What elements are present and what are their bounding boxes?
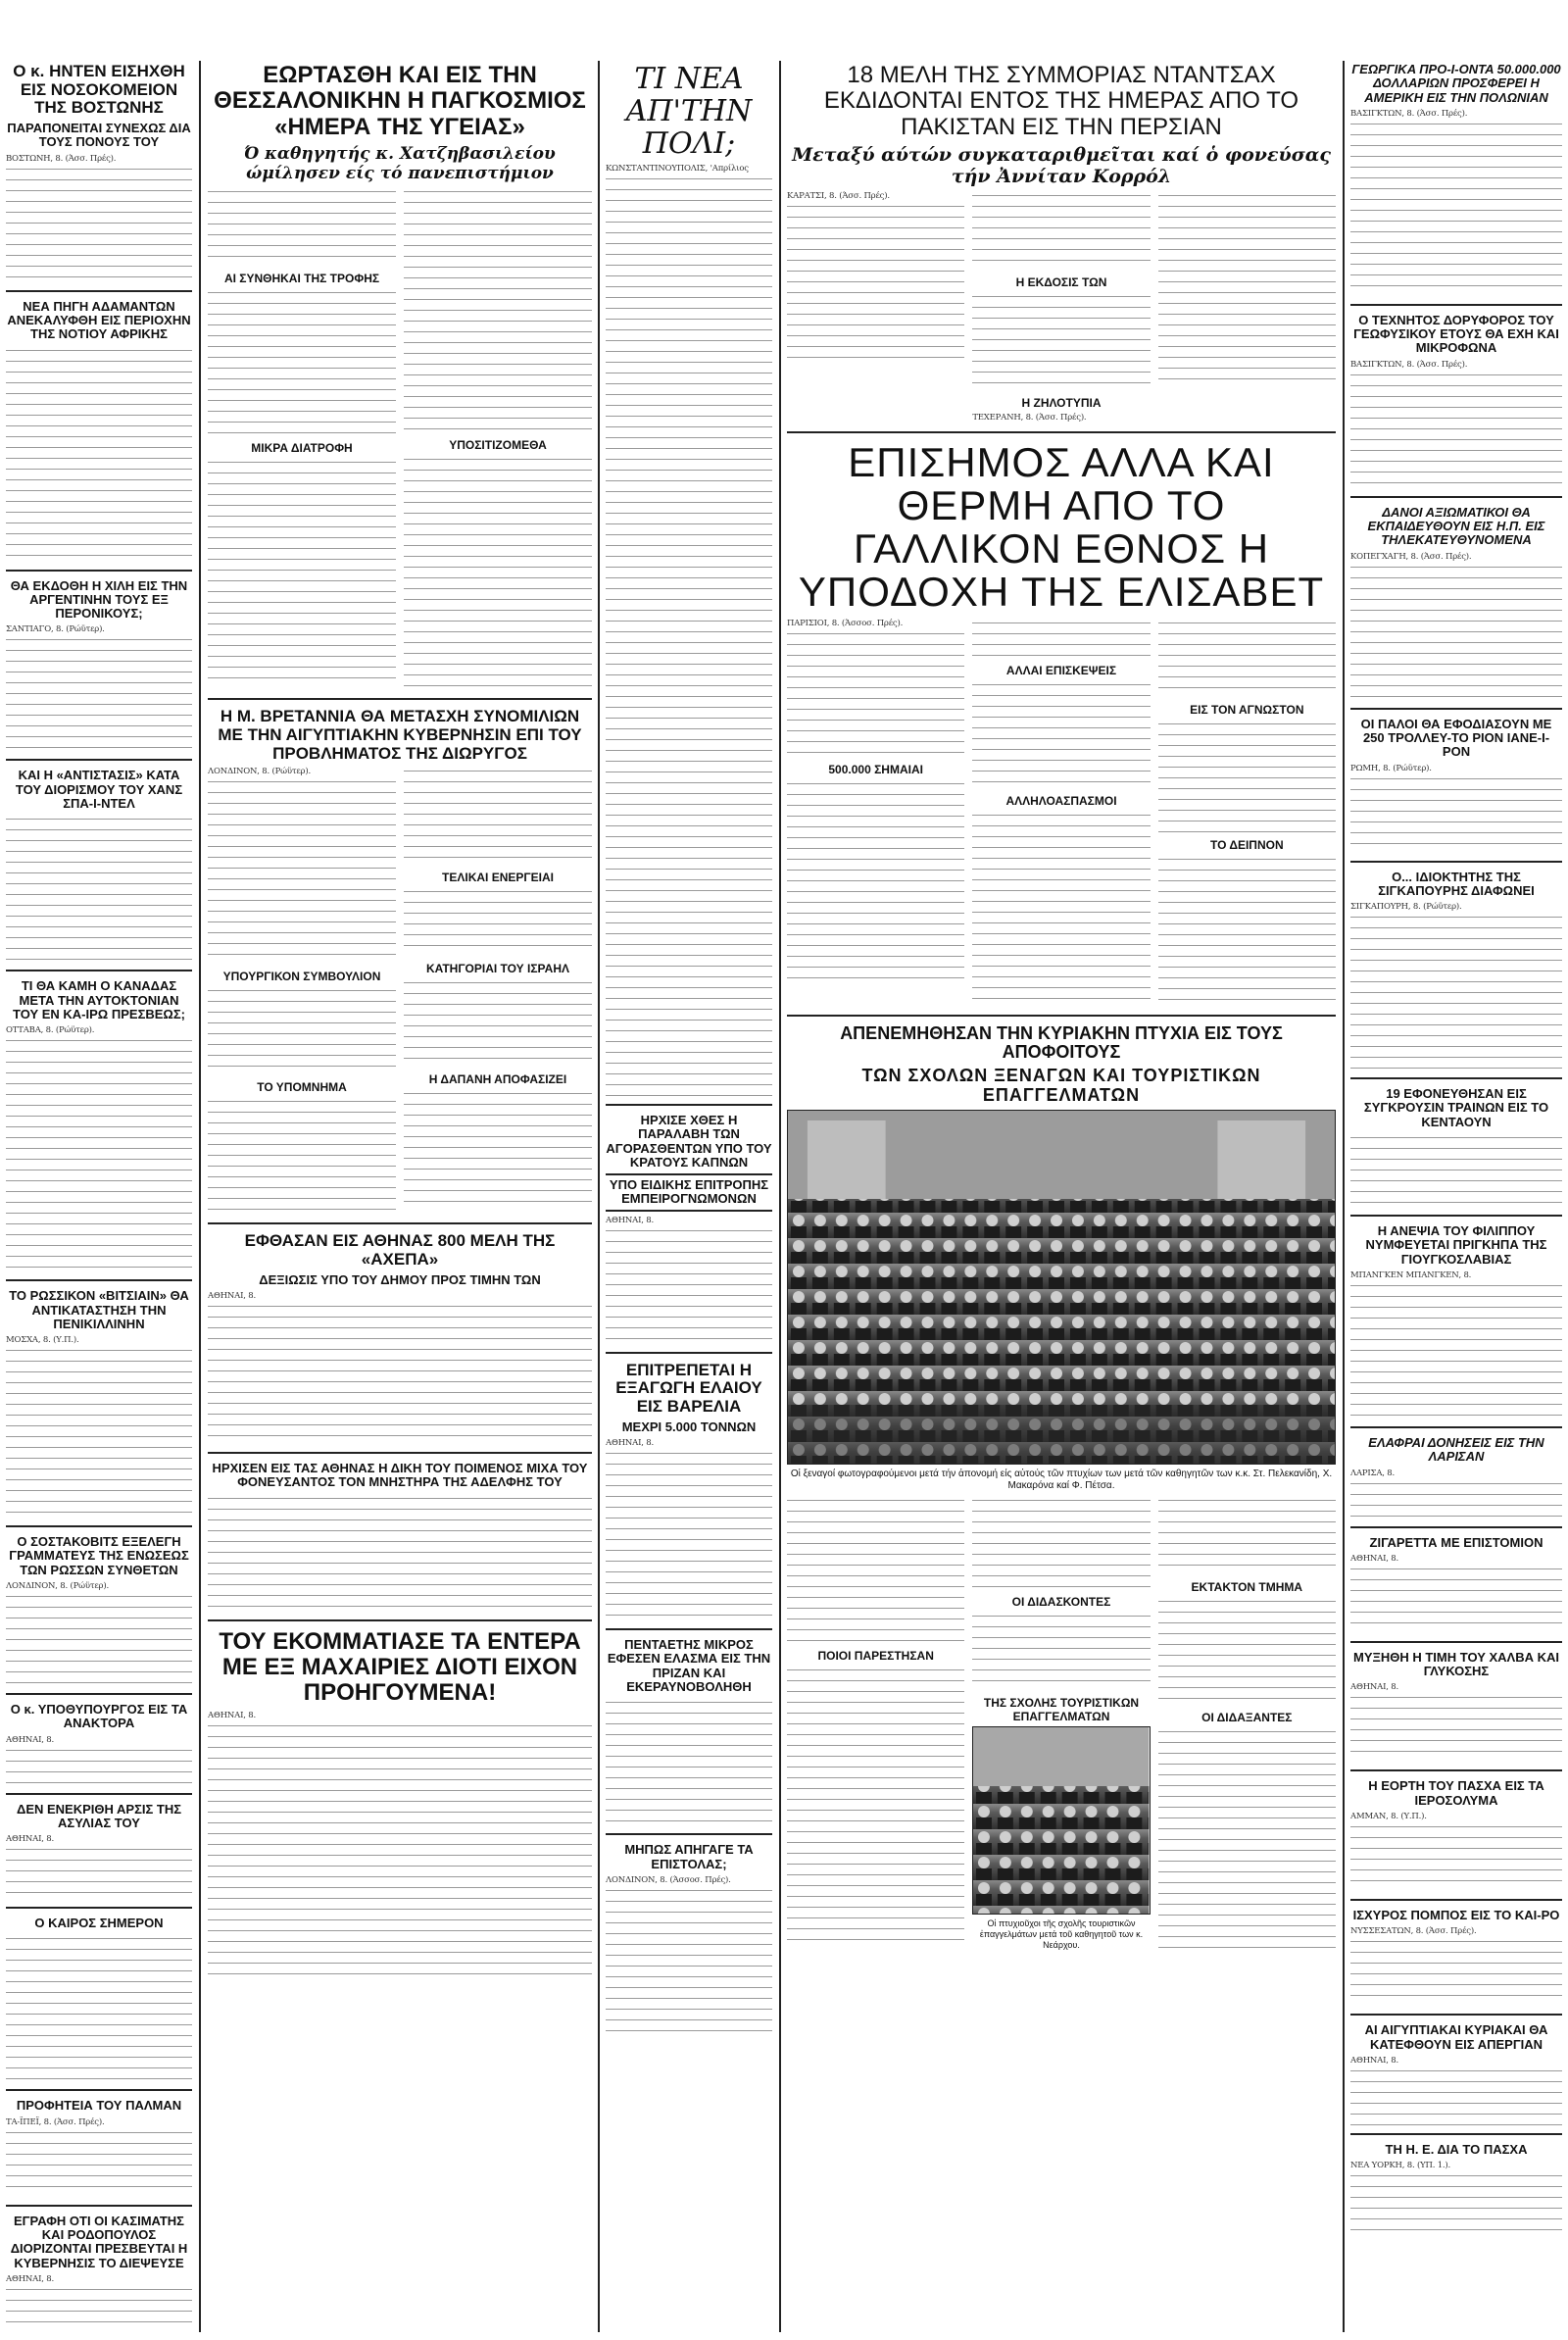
section-heading: Η ΖΗΛΟΤΥΠΙΑ (1021, 396, 1102, 411)
column-2 (208, 61, 592, 2332)
graduates-photo (972, 1726, 1150, 1915)
dateline: ΑΘΗΝΑΙ, 8. (606, 1215, 654, 1225)
body-text (208, 288, 396, 435)
body-text (208, 458, 396, 683)
body-text (1350, 371, 1562, 488)
body-text (1350, 1822, 1562, 1891)
kicker-headline: ΤΙ ΝΕΑ ΑΠ'ΤΗΝ ΠΟΛΙ; (625, 62, 753, 161)
headline: ΙΣΧΥΡΟΣ ΠΟΜΠΟΣ ΕΙΣ ΤΟ ΚΑΙ-ΡΟ (1352, 1908, 1560, 1923)
body-text (404, 978, 592, 1067)
body-text (1158, 1727, 1336, 1953)
column-rule (598, 61, 600, 2332)
article-weather (6, 1915, 192, 2081)
dateline: ΛΟΝΔΙΝΟΝ, 8. (Ρώϋτερ). (208, 767, 311, 777)
group-photo (787, 1110, 1336, 1465)
column-rule (199, 61, 201, 2332)
body-text (1350, 774, 1562, 853)
article-cigarettes (1350, 1534, 1562, 1633)
headline: ΤΗ Η. Ε. ΔΙΑ ΤΟ ΠΑΣΧΑ (1385, 2141, 1528, 2157)
body-text (6, 1346, 192, 1518)
headline: ΓΕΩΡΓΙΚΑ ΠΡΟ-Ι-ΟΝΤΑ 50.000.000 ΔΟΛΛΑΡΙΩΝ ΠΡΟΣΦΕΡΕΙ Η ΑΜΕΡΙΚΗ ΕΙΣ ΤΗΝ ΠΟΛΩΝΙΑΝ (1351, 62, 1561, 105)
section-heading: ΤΟ ΔΕΙΠΝΟΝ (1210, 837, 1284, 852)
body-text (606, 1886, 772, 2033)
body-text (606, 174, 772, 1096)
dateline: ΚΩΝΣΤΑΝΤΙΝΟΥΠΟΛΙΣ, 'Απρίλιος (606, 164, 749, 174)
article-knife (208, 1627, 592, 1976)
article-eden (6, 61, 192, 282)
headline: Ο κ. ΥΠΟΘΥΠΟΥΡΓΟΣ ΕΙΣ ΤΑ ΑΝΑΚΤΟΡΑ (10, 1702, 188, 1731)
article-ahepa (208, 1230, 592, 1444)
body-text (606, 1226, 772, 1344)
dateline: ΠΑΡΙΣΙΟΙ, 8. (Άσσοσ. Πρές). (787, 618, 904, 628)
headline: ΗΡΧΙΣΕ ΧΘΕΣ Η ΠΑΡΑΛΑΒΗ ΤΩΝ ΑΓΟΡΑΣΘΕΝΤΩΝ ΥΠΟ ΤΟΥ ΚΡΑΤΟΥΣ ΚΑΠΝΩΝ (606, 1113, 772, 1170)
headline: Ο... ΙΔΙΟΚΤΗΤΗΣ ΤΗΣ ΣΙΓΚΑΠΟΥΡΗΣ ΔΙΑΦΩΝΕΙ (1378, 869, 1535, 898)
body-text (972, 292, 1150, 390)
headline: Η ΑΝΕΨΙΑ ΤΟΥ ΦΙΛΙΠΠΟΥ ΝΥΜΦΕΥΕΤΑΙ ΠΡΙΓΚΗΠΑ ΤΗΣ ΓΙΟΥΓΚΟΣΛΑΒΙΑΣ (1365, 1223, 1547, 1267)
dateline: ΑΘΗΝΑΙ, 8. (6, 1734, 54, 1745)
headline: Ο ΣΟΣΤΑΚΟΒΙΤΣ ΕΞΕΛΕΓΗ ΓΡΑΜΜΑΤΕΥΣ ΤΗΣ ΕΝΩΣΕΩΣ ΤΩΝ ΡΩΣΣΩΝ ΣΥΝΘΕΤΩΝ (9, 1534, 189, 1577)
article-diamonds (6, 298, 192, 562)
article-shostakovich (6, 1533, 192, 1685)
headline: ΠΡΟΦΗΤΕΙΑ ΤΟΥ ΠΑΛΜΑΝ (16, 2098, 182, 2114)
body-text (404, 887, 592, 956)
column-4-5 (787, 61, 1336, 2332)
dateline: ΤΑ-ΪΠΕΪ, 8. (Άσσ. Πρές). (6, 2116, 105, 2127)
subheadline: ΠΑΡΑΠΟΝΕΙΤΑΙ ΣΥΝΕΧΩΣ ΔΙΑ ΤΟΥΣ ΠΟΝΟΥΣ ΤΟΥ (7, 121, 191, 150)
body-text (972, 619, 1150, 658)
article-trolleys (1350, 716, 1562, 853)
headline: ΘΑ ΕΚΔΟΘΗ Η ΧΙΛΗ ΕΙΣ ΤΗΝ ΑΡΓΕΝΤΙΝΗΝ ΤΟΥΣ ΕΞ ΠΕΡΟΝΙΚΟΥΣ; (10, 577, 188, 622)
body-text (1350, 1565, 1562, 1633)
body-text (606, 1698, 772, 1825)
photo-caption: Οἱ ξεναγοί φωτογραφούμενοι μετά τήν ἀπονομή είς αὐτούς τῶν πτυχίων των μετά τῶν καθηγητῶν των κ.κ. Στ. Πελεκανίδη, Χ. Μακαρόνα καί Φ. Πέτσα. (790, 1468, 1333, 1491)
dateline: ΚΑΡΑΤΣΙ, 8. (Άσσ. Πρές). (787, 191, 890, 202)
body-text (6, 815, 192, 962)
body-text (1350, 1479, 1562, 1519)
body-text (1350, 1281, 1562, 1419)
subheadline: ΔΕΞΙΩΣΙΣ ΥΠΟ ΤΟΥ ΔΗΜΟΥ ΠΡΟΣ ΤΙΜΗΝ ΤΩΝ (259, 1271, 541, 1287)
headline: ΠΕΝΤΑΕΤΗΣ ΜΙΚΡΟΣ ΕΦΕΣΕΝ ΕΛΑΣΜΑ ΕΙΣ ΤΗΝ ΠΡΙΖΑΝ ΚΑΙ ΕΚΕΡΑΥΝΟΒΟΛΗΘΗ (607, 1637, 771, 1695)
body-text (6, 1746, 192, 1785)
headline: ΕΛΑΦΡΑΙ ΔΟΝΗΣΕΙΣ ΕΙΣ ΤΗΝ ΛΑΡΙΣΑΝ (1368, 1434, 1544, 1465)
section-heading: 500.000 ΣΗΜΑΙΑΙ (828, 762, 923, 776)
body-text (787, 1666, 964, 1950)
body-text (208, 187, 396, 266)
body-text (208, 1302, 592, 1444)
section-heading: ΟΙ ΔΙΔΑΣΚΟΝΤΕΣ (1011, 1594, 1111, 1609)
section-heading: ΤΟ ΥΠΟΜΝΗΜΑ (257, 1080, 347, 1095)
headline-line-2: ΤΩΝ ΣΧΟΛΩΝ ΞΕΝΑΓΩΝ ΚΑΙ ΤΟΥΡΙΣΤΙΚΩΝ ΕΠΑΓΓΕΛΜΑΤΩΝ (861, 1066, 1261, 1105)
article-deputy-minister (6, 1701, 192, 1785)
body-text (1158, 855, 1336, 1002)
headline: Η ΕΟΡΤΗ ΤΟΥ ΠΑΣΧΑ ΕΙΣ ΤΑ ΙΕΡΟΣΟΛΥΜΑ (1368, 1778, 1544, 1808)
headline: 18 ΜΕΛΗ ΤΗΣ ΣΥΜΜΟΡΙΑΣ ΝΤΑΝΤΣΑΧ ΕΚΔΙΔΟΝΤΑΙ ΕΝΤΟΣ ΤΗΣ ΗΜΕΡΑΣ ΑΠΟ ΤΟ ΠΑΚΙΣΤΑΝ ΕΙΣ ΤΗΝ ΠΕΡΣΙΑΝ (823, 62, 1299, 140)
subheadline: ΜΕΧΡΙ 5.000 ΤΟΝΝΩΝ (621, 1419, 757, 1434)
section-heading: ΑΛΛΑΙ ΕΠΙΣΚΕΨΕΙΣ (1005, 663, 1117, 677)
headline: Ο ΤΕΧΝΗΤΟΣ ΔΟΡΥΦΟΡΟΣ ΤΟΥ ΓΕΩΦΥΣΙΚΟΥ ΕΤΟΥΣ ΘΑ ΕΧΗ ΚΑΙ ΜΙΚΡΟΦΩΝΑ (1353, 312, 1559, 356)
article-un-easter (1350, 2141, 1562, 2230)
dateline: ΑΘΗΝΑΙ, 8. (1350, 1682, 1398, 1693)
dateline: ΛΟΝΔΙΝΟΝ, 8. (Άσσοσ. Πρές). (606, 1874, 731, 1885)
section-heading: ΤΗΣ ΣΧΟΛΗΣ ΤΟΥΡΙΣΤΙΚΩΝ ΕΠΑΓΓΕΛΜΑΤΩΝ (983, 1695, 1140, 1723)
headline: ΚΑΙ Η «ΑΝΤΙΣΤΑΣΙΣ» ΚΑΤΑ ΤΟΥ ΔΙΟΡΙΣΜΟΥ ΤΟΥ ΧΑΝΣ ΣΠΑ-Ι-ΝΤΕΛ (15, 768, 183, 812)
column-3 (606, 61, 772, 2332)
dateline: ΒΑΣΙΓΚΤΩΝ, 8. (Άσσ. Πρές). (1350, 108, 1468, 119)
article-health-day (208, 61, 592, 690)
section-heading: ΥΠΟΥΡΓΙΚΟΝ ΣΥΜΒΟΥΛΙΟΝ (222, 970, 381, 984)
article-suez (208, 706, 592, 1215)
body-text (208, 1097, 396, 1215)
article-halva (1350, 1649, 1562, 1763)
body-text (208, 1721, 592, 1976)
body-text (1350, 563, 1562, 700)
article-larissa (1350, 1434, 1562, 1519)
headline: ΑΙ ΑΙΓΥΠΤΙΑΚΑΙ ΚΥΡΙΑΚΑΙ ΘΑ ΚΑΤΕΦΘΟΥΝ ΕΙΣ ΑΠΕΡΓΙΑΝ (1364, 2022, 1548, 2052)
body-text (6, 2285, 192, 2332)
body-text (6, 635, 192, 751)
article-tobacco (606, 1112, 772, 1344)
headline: ΟΙ ΠΑΛΟΙ ΘΑ ΕΦΟΔΙΑΣΟΥΝ ΜΕ 250 ΤΡΟΛΛΕΥ-ΤΟ ΡΙΟΝ ΙΑΝΕ-Ι-ΡΟΝ (1360, 716, 1552, 760)
article-trial (208, 1460, 592, 1612)
dateline: ΑΘΗΝΑΙ, 8. (208, 1710, 256, 1720)
subheadline: ΥΠΟ ΕΙΔΙΚΗΣ ΕΠΙΤΡΟΠΗΣ ΕΜΠΕΙΡΟΓΝΩΜΟΝΩΝ (606, 1173, 772, 1212)
article-elizabeth (787, 439, 1336, 1006)
dateline: ΑΘΗΝΑΙ, 8. (606, 1438, 654, 1449)
article-egypt-strike (1350, 2021, 1562, 2125)
headline: ΕΩΡΤΑΣΘΗ ΚΑΙ ΕΙΣ ΤΗΝ ΘΕΣΣΑΛΟΝΙΚΗΝ Η ΠΑΓΚΟΣΜΙΟΣ «ΗΜΕΡΑ ΤΗΣ ΥΓΕΙΑΣ» (214, 62, 586, 140)
article-princess (1350, 1222, 1562, 1419)
dateline: ΒΑΣΙΓΚΤΩΝ, 8. (Άσσ. Πρές). (1350, 359, 1468, 370)
body-text (1350, 120, 1562, 296)
headline: ΕΦΘΑΣΑΝ ΕΙΣ ΑΘΗΝΑΣ 800 ΜΕΛΗ ΤΗΣ «ΑΧΕΠΑ» (244, 1231, 556, 1269)
section-heading: ΜΙΚΡΑ ΔΙΑΤΡΟΦΗ (251, 441, 353, 456)
headline: Ο κ. ΗΝΤΕΝ ΕΙΣΗΧΘΗ ΕΙΣ ΝΟΣΟΚΟΜΕΙΟΝ ΤΗΣ ΒΟΣΤΩΝΗΣ (13, 62, 185, 118)
dateline: ΡΩΜΗ, 8. (Ρώϋτερ). (1350, 763, 1432, 773)
section-heading: ΚΑΤΗΓΟΡΙΑΙ ΤΟΥ ΙΣΡΑΗΛ (426, 962, 569, 976)
body-text (6, 1934, 192, 2081)
headline: ΤΟ ΡΩΣΣΙΚΟΝ «ΒΙΤΣΙΑΙΝ» ΘΑ ΑΝΤΙΚΑΤΑΣΤΗΣΗ ΤΗΝ ΠΕΝΙΚΙΛΛΙΝΗΝ (9, 1288, 189, 1331)
dateline: ΑΘΗΝΑΙ, 8. (1350, 1553, 1398, 1564)
body-text (6, 346, 192, 562)
article-singapore (1350, 869, 1562, 1070)
dateline: ΟΤΤΑΒΑ, 8. (Ρώϋτερ). (6, 1025, 95, 1036)
article-diplomas (787, 1022, 1336, 1955)
dateline: ΝΕΑ ΥΟΡΚΗ, 8. (ΥΠ. 1.). (1350, 2161, 1451, 2171)
article-easter-jerusalem (1350, 1777, 1562, 1891)
subheadline: Μεταξύ αύτών συγκαταριθμεῖται καί ὁ φονεύσας τήν Ἀννίταν Κορρόλ (792, 144, 1331, 188)
body-text (1350, 913, 1562, 1070)
body-text (404, 455, 592, 690)
photo-caption-2: Οἱ πτυχιοῦχοι τῆς σχολῆς τουριστικῶν ἐπαγγελμάτων μετά τοῦ καθηγητοῦ των κ. Νεάρχου. (979, 1917, 1144, 1950)
body-text (606, 1449, 772, 1620)
section-heading: ΕΙΣ ΤΟΝ ΑΓΝΩΣΤΟΝ (1190, 702, 1304, 717)
section-heading: ΑΙ ΣΥΝΘΗΚΑΙ ΤΗΣ ΤΡΟΦΗΣ (223, 272, 380, 286)
dateline: ΑΘΗΝΑΙ, 8. (6, 1834, 54, 1845)
dateline: ΑΘΗΝΑΙ, 8. (1350, 2055, 1398, 2066)
article-satellite (1350, 312, 1562, 488)
dateline: ΒΟΣΤΩΝΗ, 8. (Άσσ. Πρές). (6, 153, 117, 164)
body-text (1158, 720, 1336, 832)
dateline: ΜΟΣΧΑ, 8. (Υ.Π.). (6, 1335, 79, 1346)
section-heading: Η ΕΚΔΟΣΙΣ ΤΩΝ (1015, 275, 1107, 290)
section-heading: Η ΔΑΠΑΝΗ ΑΠΟΦΑΣΙΖΕΙ (428, 1072, 567, 1087)
article-poland (1350, 61, 1562, 296)
body-text (6, 2128, 192, 2197)
body-text (787, 202, 964, 359)
body-text (787, 779, 964, 985)
dateline: ΤΕΧΕΡΑΝΗ, 8. (Άσσ. Πρές). (972, 413, 1087, 423)
group-photo-graphic (788, 1111, 1335, 1464)
body-text (787, 629, 964, 757)
body-text (1158, 1496, 1336, 1574)
dateline: ΑΘΗΝΑΙ, 8. (6, 2273, 54, 2284)
dateline: ΝΥΣΣΕΣΑΤΩΝ, 8. (Άσσ. Πρές). (1350, 1926, 1477, 1937)
body-text (1350, 2066, 1562, 2125)
article-palman (6, 2097, 192, 2196)
body-text (1158, 619, 1336, 697)
column-rule (1343, 61, 1345, 2332)
headline: 19 ΕΦΟΝΕΥΘΗΣΑΝ ΕΙΣ ΣΥΓΚΡΟΥΣΙΝ ΤΡΑΙΝΩΝ ΕΙΣ ΤΟ ΚΕΝΤΑΟΥΝ (1363, 1086, 1549, 1129)
body-text (972, 680, 1150, 788)
body-text (404, 767, 592, 865)
article-ambassadors (6, 2213, 192, 2332)
dateline: ΛΟΝΔΙΝΟΝ, 8. (Ρώϋτερ). (6, 1581, 109, 1591)
dateline: ΑΜΜΑΝ, 8. (Υ.Π.). (1350, 1812, 1427, 1822)
headline: ΔΕΝ ΕΝΕΚΡΙΘΗ ΑΡΣΙΣ ΤΗΣ ΑΣΥΛΙΑΣ ΤΟΥ (16, 1801, 182, 1830)
body-text (972, 1496, 1150, 1589)
graduates-photo-graphic (973, 1727, 1149, 1914)
body-text (1350, 1937, 1562, 2006)
article-olive-oil (606, 1360, 772, 1620)
body-text (404, 1089, 592, 1202)
headline: ΖΙΓΑΡΕΤΤΑ ΜΕ ΕΠΙΣΤΟΜΙΟΝ (1369, 1534, 1544, 1550)
headline: Ο ΚΑΙΡΟΣ ΣΗΜΕΡΟΝ (34, 1916, 164, 1931)
section-heading: ΤΕΛΙΚΑΙ ΕΝΕΡΓΕΙΑΙ (442, 871, 554, 885)
body-text (972, 811, 1150, 1007)
body-text (972, 1612, 1150, 1690)
article-train-crash (1350, 1085, 1562, 1207)
headline: ΕΠΙΣΗΜΟΣ ΑΛΛΑ ΚΑΙ ΘΕΡΜΗ ΑΠΟ ΤΟ ΓΑΛΛΙΚΟΝ ΕΘΝΟΣ Η ΥΠΟΔΟΧΗ ΤΗΣ ΕΛΙΣΑΒΕΤ (798, 439, 1325, 616)
column-6 (1350, 61, 1562, 2332)
article-resistance (6, 767, 192, 962)
headline: ΜΥΞΗΘΗ Η ΤΙΜΗ ΤΟΥ ΧΑΛΒΑ ΚΑΙ ΓΛΥΚΟΣΗΣ (1353, 1649, 1559, 1679)
body-text (208, 986, 396, 1074)
body-text (208, 777, 396, 964)
body-text (972, 191, 1150, 270)
dateline: ΣΑΝΤΙΑΓΟ, 8. (Ρώϋτερ). (6, 624, 105, 635)
column-1 (6, 61, 192, 2332)
dateline: ΣΙΓΚΑΠΟΥΡΗ, 8. (Ρώϋτερ). (1350, 902, 1462, 913)
article-vitsiain (6, 1287, 192, 1518)
headline: ΕΠΙΤΡΕΠΕΤΑΙ Η ΕΞΑΓΩΓΗ ΕΛΑΙΟΥ ΕΙΣ ΒΑΡΕΛΙΑ (615, 1360, 762, 1417)
dateline: ΑΘΗΝΑΙ, 8. (208, 1290, 256, 1301)
column-rule (779, 61, 781, 2332)
subheadline: Ό καθηγητής κ. Χατζηβασιλείου ώμίλησεν είς τό πανεπιστήμιον (244, 144, 556, 184)
headline: ΕΓΡΑΦΗ ΟΤΙ ΟΙ ΚΑΣΙΜΑΤΗΣ ΚΑΙ ΡΟΔΟΠΟΥΛΟΣ ΔΙΟΡΙΖΟΝΤΑΙ ΠΡΕΣΒΕΥΤΑΙ Η ΚΥΒΕΡΝΗΣΙΣ ΤΟ ΔΙΕΨΕΥΣΕ (10, 2213, 188, 2270)
body-text (1350, 1133, 1562, 1207)
dateline: ΜΠΑΝΓΚΕΝ ΜΠΑΝΓΚΕΝ, 8. (1350, 1270, 1472, 1280)
headline: ΝΕΑ ΠΗΓΗ ΑΔΑΜΑΝΤΩΝ ΑΝΕΚΑΛΥΦΘΗ ΕΙΣ ΠΕΡΙΟΧΗΝ ΤΗΣ ΝΟΤΙΟΥ ΑΦΡΙΚΗΣ (7, 298, 191, 342)
body-text (1158, 191, 1336, 387)
headline: ΑΠΕΝΕΜΗΘΗΣΑΝ ΤΗΝ ΚΥΡΙΑΚΗΝ ΠΤΥΧΙΑ ΕΙΣ ΤΟΥΣ ΑΠΟΦΟΙΤΟΥΣ (840, 1022, 1283, 1063)
headline: ΔΑΝΟΙ ΑΞΙΩΜΑΤΙΚΟΙ ΘΑ ΕΚΠΑΙΔΕΥΘΟΥΝ ΕΙΣ Η.Π. ΕΙΣ ΤΗΛΕΚΑΤΕΥΘΥΝΟΜΕΝΑ (1367, 504, 1545, 548)
article-chile (6, 577, 192, 752)
article-gang (787, 61, 1336, 423)
headline: ΜΗΠΩΣ ΑΠΗΓΑΓΕ ΤΑ ΕΠΙΣΤΟΛΑΣ; (624, 1842, 754, 1871)
article-transmitter (1350, 1907, 1562, 2006)
body-text (6, 1592, 192, 1685)
section-heading: ΠΟΙΟΙ ΠΑΡΕΣΤΗΣΑΝ (817, 1648, 934, 1663)
section-heading: ΟΙ ΔΙΔΑΞΑΝΤΕΣ (1201, 1710, 1293, 1724)
section-heading: ΥΠΟΣΙΤΙΖΟΜΕΘΑ (449, 438, 547, 453)
body-text (208, 1494, 592, 1612)
body-text (1350, 2171, 1562, 2230)
article-canada (6, 977, 192, 1271)
body-text (787, 1496, 964, 1643)
body-text (6, 165, 192, 282)
article-constantinople (606, 61, 772, 1096)
dateline: ΚΟΠΕΓΧΑΓΗ, 8. (Άσσ. Πρές). (1350, 551, 1472, 562)
section-heading: ΕΚΤΑΚΤΟΝ ΤΜΗΜΑ (1191, 1579, 1303, 1594)
headline: ΤΙ ΘΑ ΚΑΜΗ Ο ΚΑΝΑΔΑΣ ΜΕΤΑ ΤΗΝ ΑΥΤΟΚΤΟΝΙΑΝ ΤΟΥ ΕΝ ΚΑ-ΙΡΩ ΠΡΕΣΒΕΩΣ; (13, 978, 185, 1021)
article-danish-officers (1350, 504, 1562, 700)
article-child (606, 1636, 772, 1825)
headline: ΤΟΥ ΕΚΟΜΜΑΤΙΑΣΕ ΤΑ ΕΝΤΕΡΑ ΜΕ ΕΞ ΜΑΧΑΙΡΙΕΣ ΔΙΟΤΙ ΕΙΧΟΝ ΠΡΟΗΓΟΥΜΕΝΑ! (219, 1627, 581, 1707)
body-text (1350, 1693, 1562, 1762)
body-text (6, 1845, 192, 1899)
body-text (1158, 1597, 1336, 1705)
section-heading: ΑΛΛΗΛΟΑΣΠΑΣΜΟΙ (1005, 793, 1117, 808)
headline: Η Μ. ΒΡΕΤΑΝΝΙΑ ΘΑ ΜΕΤΑΣΧΗ ΣΥΝΟΜΙΛΙΩΝ ΜΕ ΤΗΝ ΑΙΓΥΠΤΙΑΚΗΝ ΚΥΒΕΡΝΗΣΙΝ ΕΠΙ ΤΟΥ ΠΡΟΒΛΗΜΑΤΟΣ ΤΗΣ ΔΙΩΡΥΓΟΣ (218, 707, 582, 763)
headline: ΗΡΧΙΣΕΝ ΕΙΣ ΤΑΣ ΑΘΗΝΑΣ Η ΔΙΚΗ ΤΟΥ ΠΟΙΜΕΝΟΣ ΜΙΧΑ ΤΟΥ ΦΟΝΕΥΣΑΝΤΟΣ ΤΟΝ ΜΝΗΣΤΗΡΑ ΤΗΣ ΑΔΕΛΦΗΣ ΤΟΥ (212, 1460, 588, 1490)
article-letters (606, 1841, 772, 2033)
body-text (6, 1036, 192, 1271)
article-immunity (6, 1801, 192, 1900)
dateline: ΛΑΡΙΣΑ, 8. (1350, 1468, 1396, 1478)
body-text (404, 187, 592, 432)
